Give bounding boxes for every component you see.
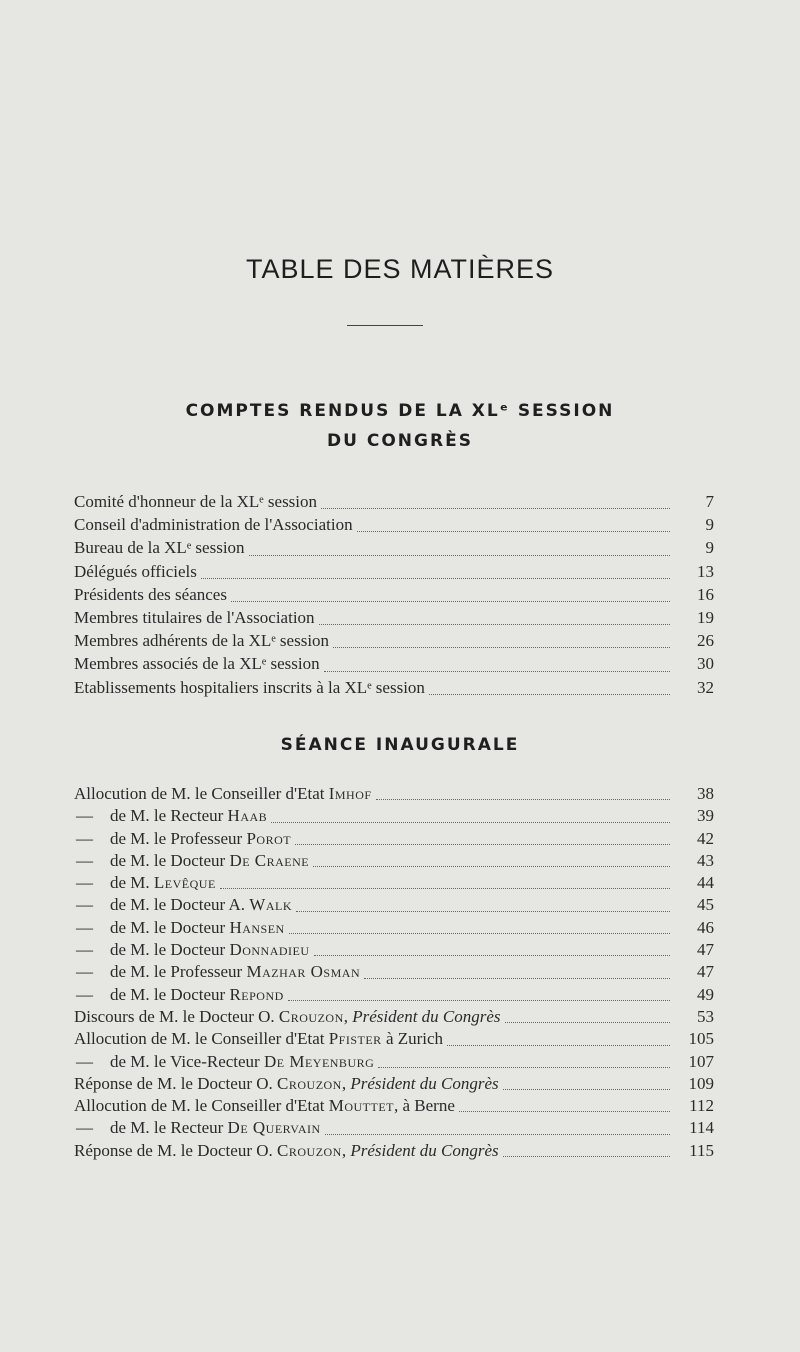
toc-entry-title — [74, 940, 310, 960]
entry-tail-comma: , — [341, 1140, 351, 1160]
toc-entry-title — [74, 829, 291, 849]
page-number: 112 — [689, 1096, 714, 1116]
dot-leader — [325, 1134, 670, 1135]
dot-leader — [321, 508, 670, 509]
person-name: Porot — [246, 828, 292, 848]
toc-entry — [74, 851, 714, 873]
entry-kind: Réponse — [74, 1140, 137, 1160]
dot-leader — [231, 601, 670, 602]
entry-tail — [342, 1141, 499, 1160]
entry-tail: à Zurich — [381, 1029, 444, 1049]
page-number: 7 — [705, 492, 714, 511]
toc-entry — [74, 940, 714, 962]
entry-text: de M. le Docteur O. — [136, 1140, 278, 1160]
page-number: 46 — [697, 917, 714, 937]
toc-entry — [74, 985, 714, 1007]
entry-text: de M. le Professeur — [110, 962, 247, 982]
entry-kind: Allocution — [74, 1096, 151, 1116]
page-number: 114 — [689, 1118, 714, 1138]
entry-tail-title: Président du Congrès — [352, 1006, 501, 1026]
entry-text: de M. le Docteur — [110, 984, 230, 1004]
page-number: 47 — [697, 940, 714, 960]
toc-entry — [74, 538, 714, 561]
dot-leader — [503, 1089, 670, 1090]
entry-text: de M. le Conseiller d'Etat — [150, 1096, 329, 1116]
page-number: 30 — [697, 654, 714, 674]
ditto-dash: — — [76, 940, 93, 960]
entry-tail-title: Président du Congrès — [350, 1140, 499, 1160]
person-name: Levêque — [153, 873, 216, 893]
ditto-dash: — — [76, 873, 93, 893]
page-number: 45 — [697, 895, 714, 915]
toc-entry-title — [74, 873, 216, 893]
page-number: 47 — [697, 962, 714, 982]
person-name: De Quervain — [227, 1118, 321, 1138]
toc-entry-title: Conseil d'administration de l'Association — [74, 515, 353, 535]
page-number: 16 — [697, 584, 714, 604]
person-name: Crouzon — [278, 1006, 344, 1026]
section-heading-line2: DU CONGRÈS — [327, 431, 473, 451]
toc-entry — [74, 962, 714, 984]
toc-entry — [74, 784, 714, 806]
dot-leader — [503, 1156, 670, 1157]
toc-entry-title: Membres associés de la XLᵉ session — [74, 654, 320, 674]
toc-entry — [74, 585, 714, 608]
dot-leader — [429, 694, 670, 695]
person-name: Mouttet — [328, 1096, 394, 1116]
dot-leader — [376, 799, 670, 800]
entry-kind: Discours — [74, 1006, 139, 1026]
dot-leader — [324, 671, 670, 672]
entry-tail: , à Berne — [394, 1096, 455, 1116]
page-number: 32 — [697, 677, 714, 697]
dot-leader — [314, 955, 670, 956]
entry-kind: Allocution — [74, 1029, 151, 1049]
page-title: TABLE DES MATIÈRES — [245, 254, 555, 284]
page-number: 44 — [697, 873, 714, 893]
entry-tail-comma: , — [343, 1006, 353, 1026]
toc-entry-title: Présidents des séances — [74, 584, 227, 604]
ditto-dash: — — [76, 1051, 93, 1071]
dot-leader — [505, 1022, 670, 1023]
toc-entry — [74, 1029, 714, 1051]
toc-entry-title: Etablissements hospitaliers inscrits à la XLᵉ session — [74, 677, 425, 697]
toc-entry — [74, 1074, 714, 1096]
ditto-dash: — — [76, 917, 93, 937]
page-number: 9 — [705, 515, 714, 535]
entry-tail — [344, 1007, 501, 1026]
dot-leader — [313, 866, 670, 867]
page-number: 42 — [697, 828, 714, 848]
toc-entry-title — [74, 918, 285, 938]
page-number: 49 — [697, 984, 714, 1004]
toc-entry-title — [74, 962, 360, 982]
dot-leader — [357, 531, 670, 532]
entry-text: de M. le Vice-Recteur — [110, 1051, 264, 1071]
page-number: 107 — [688, 1051, 714, 1071]
page-number: 39 — [697, 806, 714, 826]
toc-entry-title: Membres titulaires de l'Association — [74, 607, 315, 627]
toc-entry-title: Délégués officiels — [74, 561, 197, 581]
toc-entry-title: Membres adhérents de la XLᵉ session — [74, 631, 330, 651]
person-name: De Craene — [229, 850, 310, 870]
toc-entry — [74, 1141, 714, 1163]
dot-leader — [364, 978, 670, 979]
page-number: 115 — [689, 1140, 714, 1160]
toc-entry-title — [74, 1052, 374, 1072]
person-name: Repond — [229, 984, 284, 1004]
toc-entry — [74, 631, 714, 654]
person-name: De Meyenburg — [263, 1051, 375, 1071]
toc-entry — [74, 1118, 714, 1140]
entry-text: de M. le Conseiller d'Etat — [150, 1029, 329, 1049]
ditto-dash: — — [76, 850, 93, 870]
ditto-dash: — — [76, 806, 93, 826]
entry-text: de M. le Professeur — [110, 828, 247, 848]
page-number: 53 — [697, 1006, 714, 1026]
toc-list-comptes-rendus — [74, 492, 714, 701]
toc-entry — [74, 678, 714, 701]
toc-entry — [74, 829, 714, 851]
toc-entry — [74, 562, 714, 585]
toc-entry — [74, 1096, 714, 1118]
dot-leader — [249, 555, 670, 556]
entry-text: de M. le Docteur O. — [136, 1073, 278, 1093]
toc-list-seance-inaugurale — [74, 784, 714, 1163]
entry-text: de M. le Docteur A. — [110, 895, 250, 915]
dot-leader — [288, 1000, 670, 1001]
entry-text: de M. le Recteur — [110, 1118, 228, 1138]
toc-entry-title: Comité d'honneur de la XLᵉ session — [74, 492, 318, 511]
toc-entry-title — [74, 985, 284, 1005]
person-name: Imhof — [328, 784, 372, 803]
page-number: 26 — [697, 631, 714, 651]
dot-leader — [333, 647, 670, 648]
entry-tail — [342, 1074, 499, 1093]
toc-entry-title — [74, 851, 309, 871]
ditto-dash: — — [76, 895, 93, 915]
dot-leader — [271, 822, 670, 823]
page-number: 38 — [697, 784, 714, 803]
title-divider — [347, 325, 423, 326]
toc-entry — [74, 1007, 714, 1029]
toc-entry-title — [74, 1007, 501, 1027]
person-name: Crouzon — [277, 1073, 342, 1093]
ditto-dash: — — [76, 1118, 93, 1138]
ditto-dash: — — [76, 962, 93, 982]
entry-tail-title: Président du Congrès — [350, 1073, 499, 1093]
dot-leader — [447, 1045, 670, 1046]
toc-entry — [74, 1052, 714, 1074]
person-name: Pfister — [328, 1029, 382, 1049]
entry-tail-comma: , — [341, 1073, 351, 1093]
toc-entry-title — [74, 1141, 499, 1161]
ditto-dash: — — [76, 984, 93, 1004]
toc-entry-title — [74, 1029, 443, 1049]
toc-entry — [74, 873, 714, 895]
toc-entry — [74, 895, 714, 917]
toc-entry-title — [74, 895, 292, 915]
person-name: Haab — [227, 806, 268, 826]
entry-text: de M. le Conseiller d'Etat — [150, 784, 329, 803]
ditto-dash: — — [76, 828, 93, 848]
dot-leader — [378, 1067, 670, 1068]
entry-text: de M. — [110, 873, 154, 893]
toc-entry-title: Bureau de la XLᵉ session — [74, 538, 245, 558]
entry-text: de M. le Docteur O. — [138, 1006, 279, 1026]
toc-entry-title — [74, 1096, 455, 1116]
entry-kind: Réponse — [74, 1073, 137, 1093]
toc-entry-title — [74, 1118, 321, 1138]
section-heading-comptes-rendus — [0, 396, 800, 456]
toc-entry-title — [74, 806, 267, 826]
entry-text: de M. le Docteur — [110, 940, 230, 960]
person-name: Walk — [249, 895, 292, 915]
dot-leader — [220, 888, 670, 889]
toc-entry-title — [74, 784, 372, 804]
toc-entry — [74, 654, 714, 677]
dot-leader — [319, 624, 670, 625]
page-number: 13 — [697, 561, 714, 581]
dot-leader — [459, 1111, 670, 1112]
entry-kind: Allocution — [74, 784, 151, 803]
person-name: Donnadieu — [229, 940, 310, 960]
page-number: 43 — [697, 850, 714, 870]
toc-entry — [74, 806, 714, 828]
person-name: Hansen — [229, 917, 285, 937]
toc-entry — [74, 918, 714, 940]
page-number: 109 — [688, 1073, 714, 1093]
dot-leader — [201, 578, 670, 579]
toc-entry — [74, 608, 714, 631]
section-heading-seance-inaugurale: SÉANCE INAUGURALE — [280, 735, 520, 755]
entry-text: de M. le Docteur — [110, 850, 230, 870]
dot-leader — [295, 844, 670, 845]
toc-entry-title — [74, 1074, 499, 1094]
page-number: 105 — [688, 1029, 714, 1049]
person-name: Crouzon — [277, 1140, 342, 1160]
dot-leader — [289, 933, 670, 934]
toc-entry — [74, 515, 714, 538]
dot-leader — [296, 911, 670, 912]
page-number: 19 — [697, 607, 714, 627]
entry-text: de M. le Docteur — [110, 917, 230, 937]
page-number: 9 — [705, 538, 714, 558]
section-heading-line1: COMPTES RENDUS DE LA XLᵉ SESSION — [185, 401, 615, 421]
person-name: Mazhar Osman — [246, 962, 361, 982]
entry-text: de M. le Recteur — [110, 806, 228, 826]
toc-entry — [74, 492, 714, 515]
